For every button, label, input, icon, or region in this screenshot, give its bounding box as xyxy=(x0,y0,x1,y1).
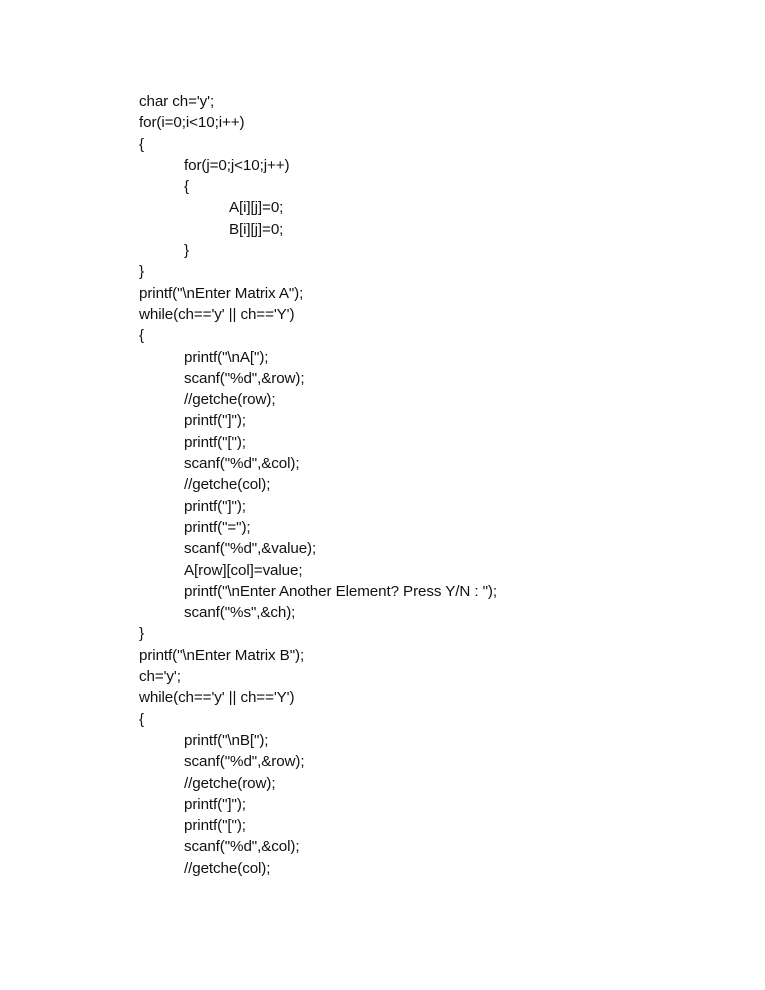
code-line: printf("]"); xyxy=(184,497,246,515)
code-line: printf("\nEnter Another Element? Press Y/N : "); xyxy=(184,582,497,600)
code-line: //getche(col); xyxy=(184,859,271,877)
code-line: for(j=0;j<10;j++) xyxy=(184,156,290,174)
code-line: //getche(row); xyxy=(184,774,276,792)
code-line: printf("]"); xyxy=(184,412,246,430)
code-line: printf("\nA["); xyxy=(184,348,269,366)
code-line: scanf("%d",&row); xyxy=(184,753,305,771)
code-line: printf("]"); xyxy=(184,795,246,813)
code-line: } xyxy=(139,263,144,281)
code-line: B[i][j]=0; xyxy=(229,220,284,238)
code-line: printf("="); xyxy=(184,518,251,536)
code-line: printf("["); xyxy=(184,817,246,835)
code-line: A[row][col]=value; xyxy=(184,561,303,579)
code-line: printf("\nEnter Matrix A"); xyxy=(139,284,304,302)
code-line: scanf("%d",&col); xyxy=(184,838,300,856)
code-listing xyxy=(139,91,497,879)
code-line: for(i=0;i<10;i++) xyxy=(139,114,245,132)
code-line: while(ch=='y' || ch=='Y') xyxy=(139,689,295,707)
code-line: { xyxy=(139,327,144,345)
code-line: scanf("%s",&ch); xyxy=(184,604,296,622)
code-line: } xyxy=(139,625,144,643)
code-line: scanf("%d",&col); xyxy=(184,455,300,473)
code-line: A[i][j]=0; xyxy=(229,199,284,217)
code-line: //getche(row); xyxy=(184,391,276,409)
code-line: printf("["); xyxy=(184,433,246,451)
code-line: { xyxy=(139,710,144,728)
code-line: } xyxy=(184,242,189,260)
code-line: //getche(col); xyxy=(184,476,271,494)
code-line: while(ch=='y' || ch=='Y') xyxy=(139,305,295,323)
code-line: ch='y'; xyxy=(139,668,181,686)
code-line: { xyxy=(184,178,189,196)
code-line: { xyxy=(139,135,144,153)
code-line: printf("\nB["); xyxy=(184,731,269,749)
code-line: printf("\nEnter Matrix B"); xyxy=(139,646,305,664)
code-line: scanf("%d",&value); xyxy=(184,540,317,558)
code-line: scanf("%d",&row); xyxy=(184,369,305,387)
code-line: char ch='y'; xyxy=(139,93,215,110)
